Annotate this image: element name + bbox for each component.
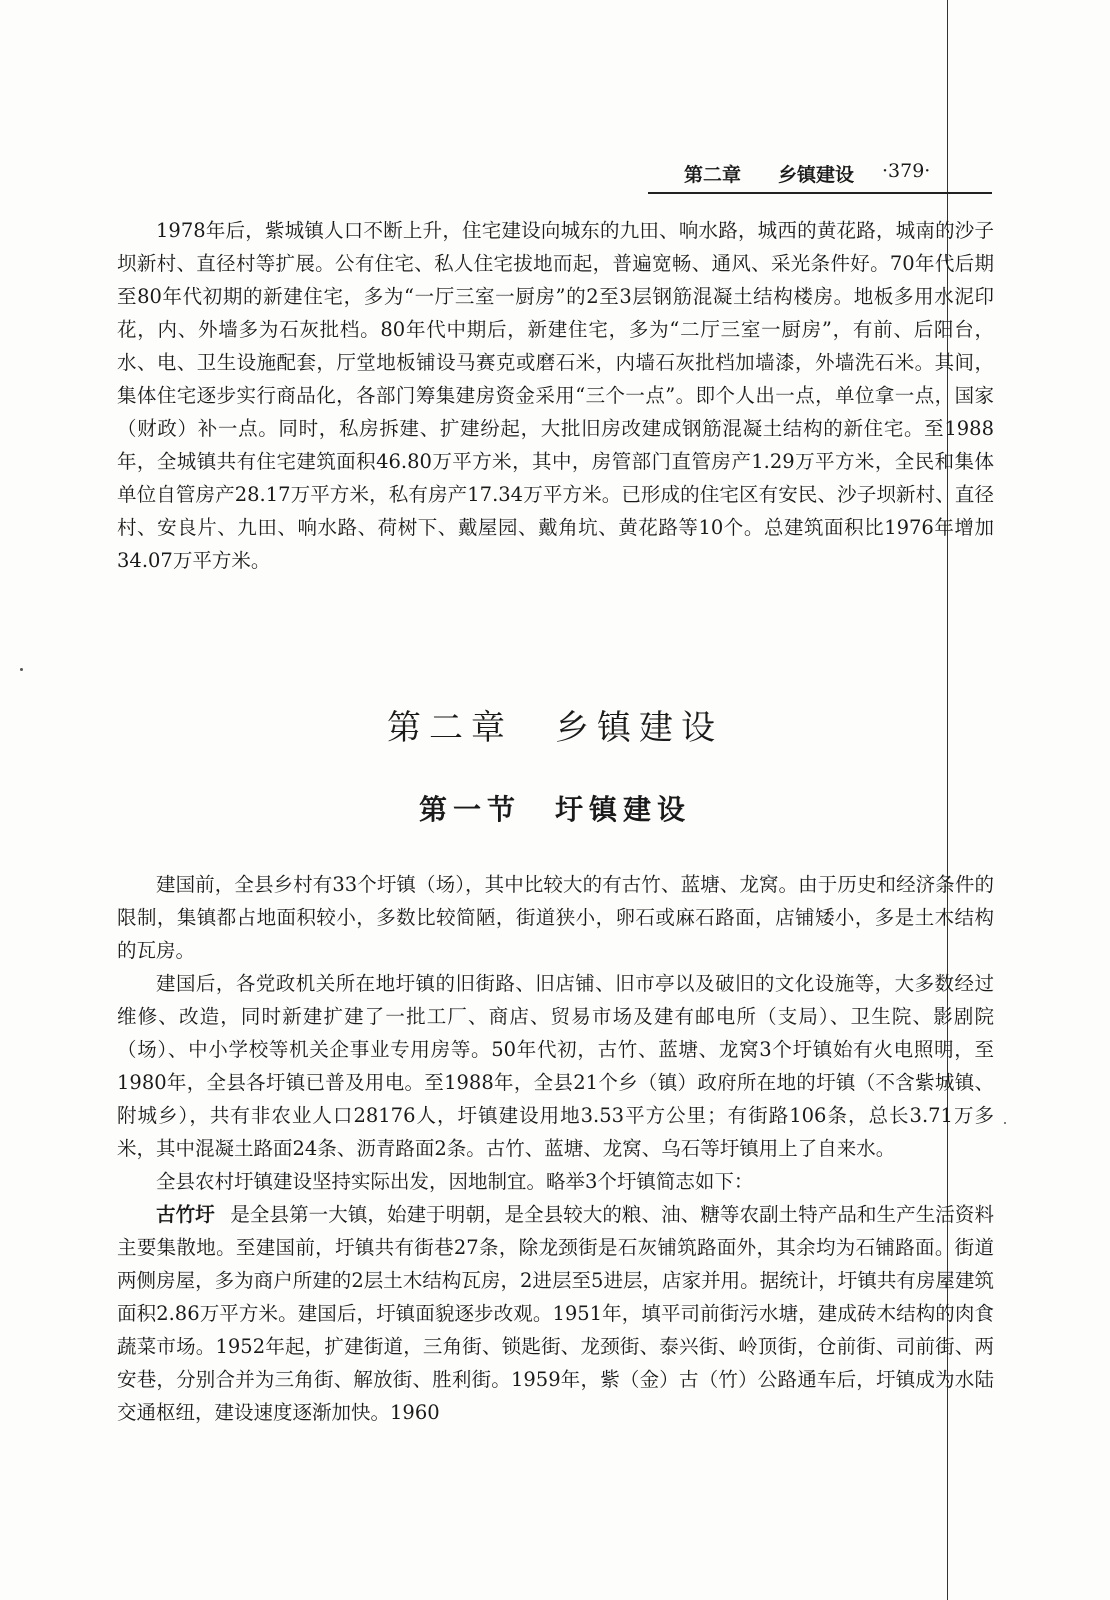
page-number: ·379·: [882, 160, 931, 182]
header-rule: [648, 192, 992, 194]
paragraph: 建国前，全县乡村有33个圩镇（场），其中比较大的有古竹、蓝塘、龙窝。由于历史和经济条件的限制，集镇都占地面积较小，多数比较简陋，街道狭小，卵石或麻石路面，店铺矮小，多是土木结构的瓦房。: [117, 873, 994, 962]
running-header: [648, 156, 988, 190]
scan-speck: [1004, 1122, 1006, 1124]
section-text-block: [117, 868, 994, 1429]
gu-zhu-text: 是全县第一大镇，始建于明朝，是全县较大的粮、油、糖等农副土特产品和生产生活资料主要集散地。至建国前，圩镇共有街巷27条，除龙颈街是石灰铺筑路面外，其余均为石铺路面。街道两侧房屋，多为商户所建的2层土木结构瓦房，2进层至5进层，店家并用。据统计，圩镇共有房屋建筑面积2.86万平方米。建国后，圩镇面貌逐步改观。1951年，填平司前街污水塘，建成砖木结构的肉食蔬菜市场。1952年起，扩建街道，三角街、锁匙街、龙颈街、泰兴街、岭顶街，仓前街、司前街、两安巷，分别合并为三角街、解放街、胜利街。1959年，紫（金）古（竹）公路通车后，圩镇成为水陆交通枢纽，建设速度逐渐加快。1960: [117, 1203, 994, 1424]
chapter-title: 第二章 乡镇建设: [387, 708, 723, 748]
intro-paragraph: 1978年后，紫城镇人口不断上升，住宅建设向城东的九田、响水路，城西的黄花路，城南的沙子坝新村、直径村等扩展。公有住宅、私人住宅拔地而起，普遍宽畅、通风、采光条件好。70年代后期至80年代初期的新建住宅，多为“一厅三室一厨房”的2至3层钢筋混凝土结构楼房。地板多用水泥印花，内、外墙多为石灰批档。80年代中期后，新建住宅，多为“二厅三室一厨房”，有前、后阳台，水、电、卫生设施配套，厅堂地板铺设马赛克或磨石米，内墙石灰批档加墙漆，外墙洗石米。其间，集体住宅逐步实行商品化，各部门筹集建房资金采用“三个一点”。即个人出一点，单位拿一点，国家（财政）补一点。同时，私房拆建、扩建纷起，大批旧房改建成钢筋混凝土结构的新住宅。至1988年，全城镇共有住宅建筑面积46.80万平方米，其中，房管部门直管房产1.29万平方米，全民和集体单位自管房产28.17万平方米，私有房产17.34万平方米。已形成的住宅区有安民、沙子坝新村、直径村、安良片、九田、响水路、荷树下、戴屋园、戴角坑、黄花路等10个。总建筑面积比1976年增加34.07万平方米。: [117, 219, 994, 572]
gu-zhu-paragraph: [117, 1198, 994, 1429]
section-title: 第一节 圩镇建设: [418, 793, 691, 826]
paragraph: 建国后，各党政机关所在地圩镇的旧街路、旧店铺、旧市亭以及破旧的文化设施等，大多数经过维修、改造，同时新建扩建了一批工厂、商店、贸易市场及建有邮电所（支局）、卫生院、影剧院（场）、中小学校等机关企事业专用房等。50年代初，古竹、蓝塘、龙窝3个圩镇始有火电照明，至1980年，全县各圩镇已普及用电。至1988年，全县21个乡（镇）政府所在地的圩镇（不含紫城镇、附城乡），共有非农业人口28176人，圩镇建设用地3.53平方公里；有街路106条，总长3.71万多米，其中混凝土路面24条、沥青路面2条。古竹、蓝塘、龙窝、乌石等圩镇用上了自来水。: [117, 972, 994, 1160]
gu-zhu-lead: 古竹圩: [156, 1203, 215, 1226]
header-section: 乡镇建设: [778, 164, 855, 186]
scan-speck: [20, 668, 23, 671]
header-chapter: 第二章: [684, 164, 742, 186]
paragraph: 全县农村圩镇建设坚持实际出发，因地制宜。略举3个圩镇简志如下：: [156, 1170, 754, 1193]
intro-text-block: [117, 214, 994, 577]
